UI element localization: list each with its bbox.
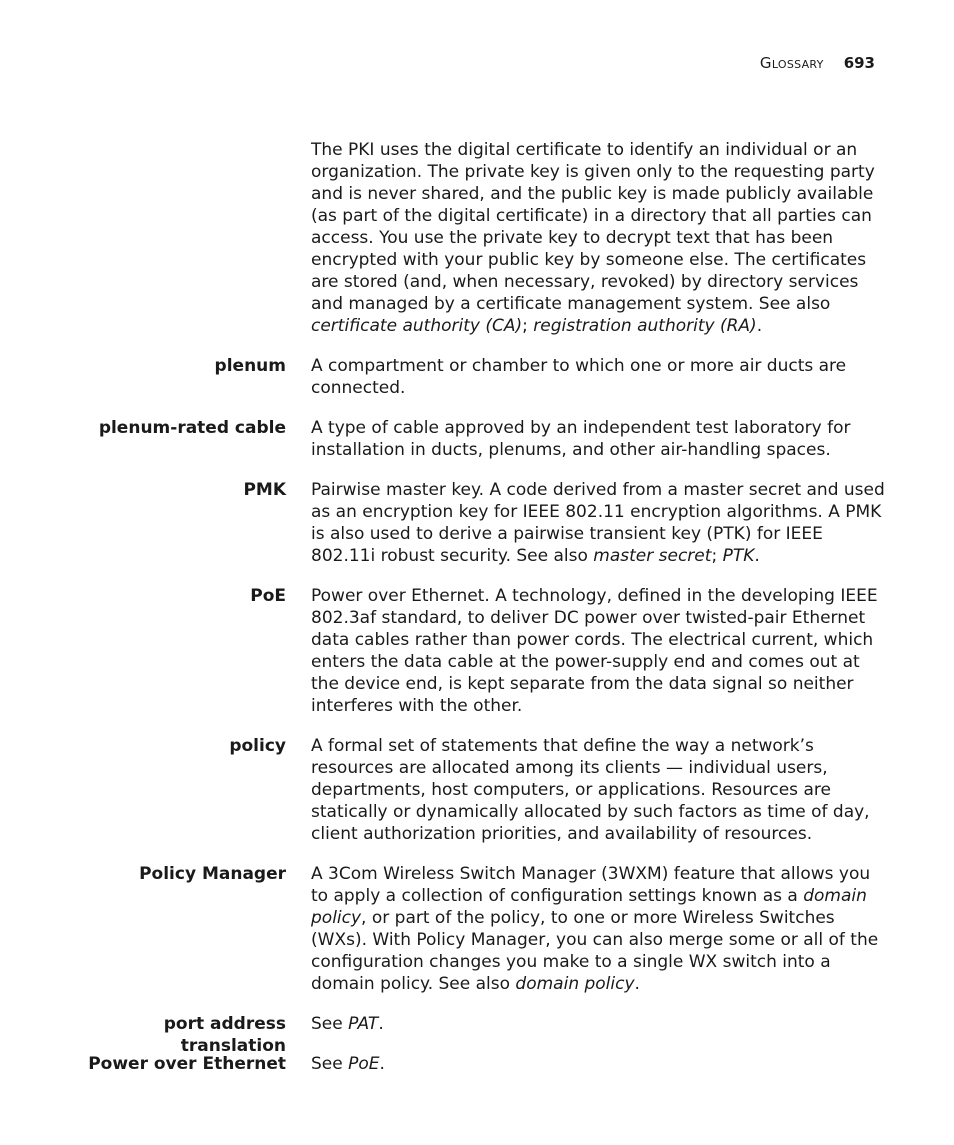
term-policy-manager: Policy Manager <box>139 864 286 884</box>
entry-poe <box>0 585 954 717</box>
entry-plenum <box>0 355 954 399</box>
term-power-over-ethernet: Power over Ethernet <box>88 1054 286 1074</box>
entry-power-over-ethernet <box>0 1053 954 1075</box>
entry-plenum-rated-cable <box>0 417 954 461</box>
definition-pmk: Pairwise master key. A code derived from a master secret and used as an encryption key for IEEE 802.11 encryption algorithms. A PMK is also used to derive a pairwise transient key (PTK) for IEEE 802.11i robust security. See also master secret; PTK. <box>311 480 885 566</box>
term-plenum-rated-cable: plenum-rated cable <box>98 418 286 438</box>
definition-poe: Power over Ethernet. A technology, defined in the developing IEEE 802.3af standard, to deliver DC power over twisted-pair Ethernet data cables rather than power cords. The electrical current, which enters the data cable at the power-supply end and comes out at the device end, is kept separate from the data signal so neither interferes with the other. <box>311 586 878 716</box>
term-policy: policy <box>229 736 286 756</box>
xref-ptk: PTK <box>722 546 755 566</box>
definition-port-address-translation: See PAT. <box>311 1014 384 1034</box>
section-name: Glossary <box>759 54 824 72</box>
entry-port-address-translation <box>0 1013 954 1056</box>
page-number: 693 <box>843 54 875 72</box>
term-plenum: plenum <box>214 356 286 376</box>
intro-definition: The PKI uses the digital certificate to identify an individual or an organization. The private key is given only to the requesting party and is never shared, and the public key is made publicly available (as part of the digital certificate) in a directory that all parties can access. You use the private key to decrypt text that has been encrypted with your public key by someone else. The certificates are stored (and, when necessary, revoked) by directory services and managed by a certificate management system. See also certificate authority (CA); registration authority (RA). <box>311 140 875 336</box>
definition-power-over-ethernet: See PoE. <box>311 1054 385 1074</box>
definition-plenum: A compartment or chamber to which one or more air ducts are connected. <box>311 356 847 398</box>
definition-plenum-rated-cable: A type of cable approved by an independent test laboratory for installation in ducts, plenums, and other air-handling spaces. <box>311 418 851 460</box>
xref-poe: PoE <box>348 1054 380 1074</box>
entry-pmk <box>0 479 954 567</box>
entry-policy-manager <box>0 863 954 995</box>
intro-entry <box>0 139 954 337</box>
term-port-address-translation: port address translation <box>163 1014 286 1056</box>
definition-policy: A formal set of statements that define the way a network’s resources are allocated among its clients — individual users, departments, host computers, or applications. Resources are statically or dynamically allocated by such factors as time of day, client authorization priorities, and availability of resources. <box>311 736 870 844</box>
xref-registration-authority: registration authority (RA) <box>533 316 757 336</box>
xref-certificate-authority: certificate authority (CA) <box>311 316 523 336</box>
definition-policy-manager: A 3Com Wireless Switch Manager (3WXM) feature that allows you to apply a collection of configuration settings known as a domain policy, or part of the policy, to one or more Wireless Switches (WXs). With Policy Manager, you can also merge some or all of the configuration changes you make to a single WX switch into a domain policy. See also domain policy. <box>311 864 879 994</box>
xref-domain-policy: domain policy <box>311 886 867 928</box>
term-poe: PoE <box>250 586 286 606</box>
xref-master-secret: master secret <box>593 546 712 566</box>
xref-domain-policy-2: domain policy <box>515 974 635 994</box>
page-header <box>760 54 875 72</box>
xref-pat: PAT <box>348 1014 379 1034</box>
term-pmk: PMK <box>243 480 286 500</box>
entry-policy <box>0 735 954 845</box>
glossary-content <box>0 139 954 1093</box>
